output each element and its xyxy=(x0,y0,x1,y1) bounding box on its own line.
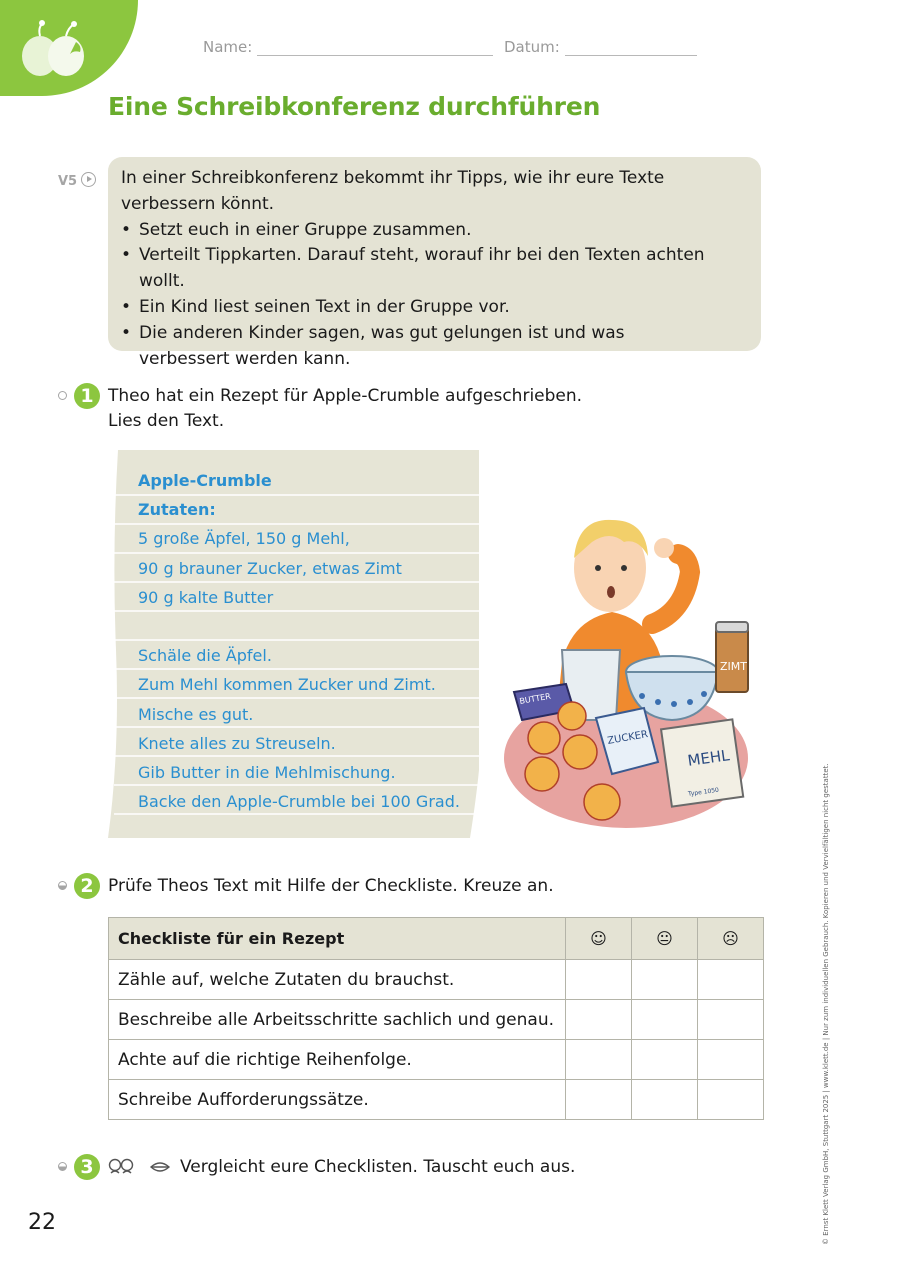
checkbox-cell-neutral[interactable] xyxy=(632,1040,698,1080)
corner-logo-badge xyxy=(0,0,138,96)
checkbox-cell-happy[interactable] xyxy=(566,1000,632,1040)
checklist-table xyxy=(108,917,764,1120)
table-row xyxy=(109,1080,764,1120)
recipe-line: Zum Mehl kommen Zucker und Zimt. xyxy=(138,675,436,695)
group-talk-icon xyxy=(108,1157,172,1177)
task-1-line-1: Theo hat ein Rezept für Apple-Crumble aufgeschrieben. xyxy=(108,386,583,406)
recipe-line: 90 g kalte Butter xyxy=(138,587,274,607)
smiley-neutral-icon: 😐 xyxy=(632,918,698,960)
info-box xyxy=(108,157,761,369)
info-bullet: • Ein Kind liest seinen Text in der Gruppe vor. xyxy=(121,295,747,321)
smiley-happy-icon: ☺ xyxy=(566,918,632,960)
checklist-header-row xyxy=(109,918,764,960)
name-label: Name: xyxy=(203,38,253,56)
recipe-line: Backe den Apple-Crumble bei 100 Grad. xyxy=(138,792,460,812)
checkbox-cell-happy[interactable] xyxy=(566,960,632,1000)
recipe-line: Gib Butter in die Mehlmischung. xyxy=(138,762,396,782)
date-input-line[interactable] xyxy=(565,43,697,56)
name-input-line[interactable] xyxy=(257,43,493,56)
recipe-line: Schäle die Äpfel. xyxy=(138,646,272,666)
task-3-text: Vergleicht eure Checklisten. Tauscht euch aus. xyxy=(180,1157,576,1177)
checkbox-cell-sad[interactable] xyxy=(698,1040,764,1080)
checklist-item: Achte auf die richtige Reihenfolge. xyxy=(109,1040,566,1080)
page-title: Eine Schreibkonferenz durchführen xyxy=(108,92,601,121)
zucker-bag-label: ZUCKER xyxy=(606,729,649,747)
task-1-line-2: Lies den Text. xyxy=(108,411,225,431)
info-intro: In einer Schreibkonferenz bekommt ihr Tipps, wie ihr eure Texte verbessern könnt. xyxy=(121,168,665,214)
task-number: 3 xyxy=(74,1154,100,1180)
checklist-item: Zähle auf, welche Zutaten du brauchst. xyxy=(109,960,566,1000)
recipe-title: Apple-Crumble xyxy=(138,471,272,490)
task-number: 2 xyxy=(74,873,100,899)
info-bullets xyxy=(121,218,747,373)
smiley-sad-icon: ☹ xyxy=(698,918,764,960)
task-1-text xyxy=(108,384,582,434)
checkbox-cell-sad[interactable] xyxy=(698,1080,764,1120)
task-2-text: Prüfe Theos Text mit Hilfe der Checkliste. Kreuze an. xyxy=(108,876,554,896)
checklist-item: Schreibe Aufforderungssätze. xyxy=(109,1080,566,1120)
difficulty-easy-icon xyxy=(58,391,67,400)
date-label: Datum: xyxy=(504,38,560,56)
boy-with-ingredients-image xyxy=(502,512,752,830)
table-row xyxy=(109,1040,764,1080)
task-number: 1 xyxy=(74,383,100,409)
info-bullet: • Die anderen Kinder sagen, was gut gelungen ist und was verbessert werden kann. xyxy=(121,321,709,373)
video-tag[interactable] xyxy=(58,172,96,189)
recipe-line: Knete alles zu Streuseln. xyxy=(138,733,336,753)
info-bullet: • Verteilt Tippkarten. Darauf steht, worauf ihr bei den Texten achten wollt. xyxy=(121,243,747,295)
mehl-bag-label: MEHL xyxy=(686,746,731,770)
info-bullet: • Setzt euch in einer Gruppe zusammen. xyxy=(121,218,747,244)
checklist-item: Beschreibe alle Arbeitsschritte sachlich und genau. xyxy=(109,1000,566,1040)
play-icon xyxy=(81,172,96,187)
checkbox-cell-sad[interactable] xyxy=(698,1000,764,1040)
page-number: 22 xyxy=(28,1210,56,1235)
recipe-text xyxy=(138,466,468,816)
video-tag-label: V5 xyxy=(58,174,78,189)
checkbox-cell-neutral[interactable] xyxy=(632,1000,698,1040)
difficulty-medium-icon xyxy=(58,1162,67,1171)
copyright-notice: © Ernst Klett Verlag GmbH, Stuttgart 2025 | www.klett.de | Nur zum individuellen Gebrauch. Kopieren und Vervielfältigen nicht gestattet. xyxy=(822,763,830,1245)
apple-logo-icon xyxy=(18,20,92,82)
difficulty-medium-icon xyxy=(58,881,67,890)
checklist-title: Checkliste für ein Rezept xyxy=(109,918,566,960)
boy-baking-illustration xyxy=(502,512,752,830)
checkbox-cell-neutral[interactable] xyxy=(632,1080,698,1120)
zimt-jar-label: ZIMT xyxy=(720,660,747,673)
checkbox-cell-sad[interactable] xyxy=(698,960,764,1000)
recipe-line: 5 große Äpfel, 150 g Mehl, xyxy=(138,529,350,549)
checkbox-cell-happy[interactable] xyxy=(566,1040,632,1080)
recipe-line: 90 g brauner Zucker, etwas Zimt xyxy=(138,558,402,578)
recipe-line xyxy=(138,612,468,641)
table-row xyxy=(109,1000,764,1040)
mehl-type-label: Type 1050 xyxy=(687,786,720,798)
butter-pack-label: BUTTER xyxy=(518,691,552,706)
checkbox-cell-neutral[interactable] xyxy=(632,960,698,1000)
table-row xyxy=(109,960,764,1000)
recipe-ingredients-heading: Zutaten: xyxy=(138,500,216,520)
recipe-card xyxy=(108,450,479,838)
recipe-line: Mische es gut. xyxy=(138,704,254,724)
checkbox-cell-happy[interactable] xyxy=(566,1080,632,1120)
